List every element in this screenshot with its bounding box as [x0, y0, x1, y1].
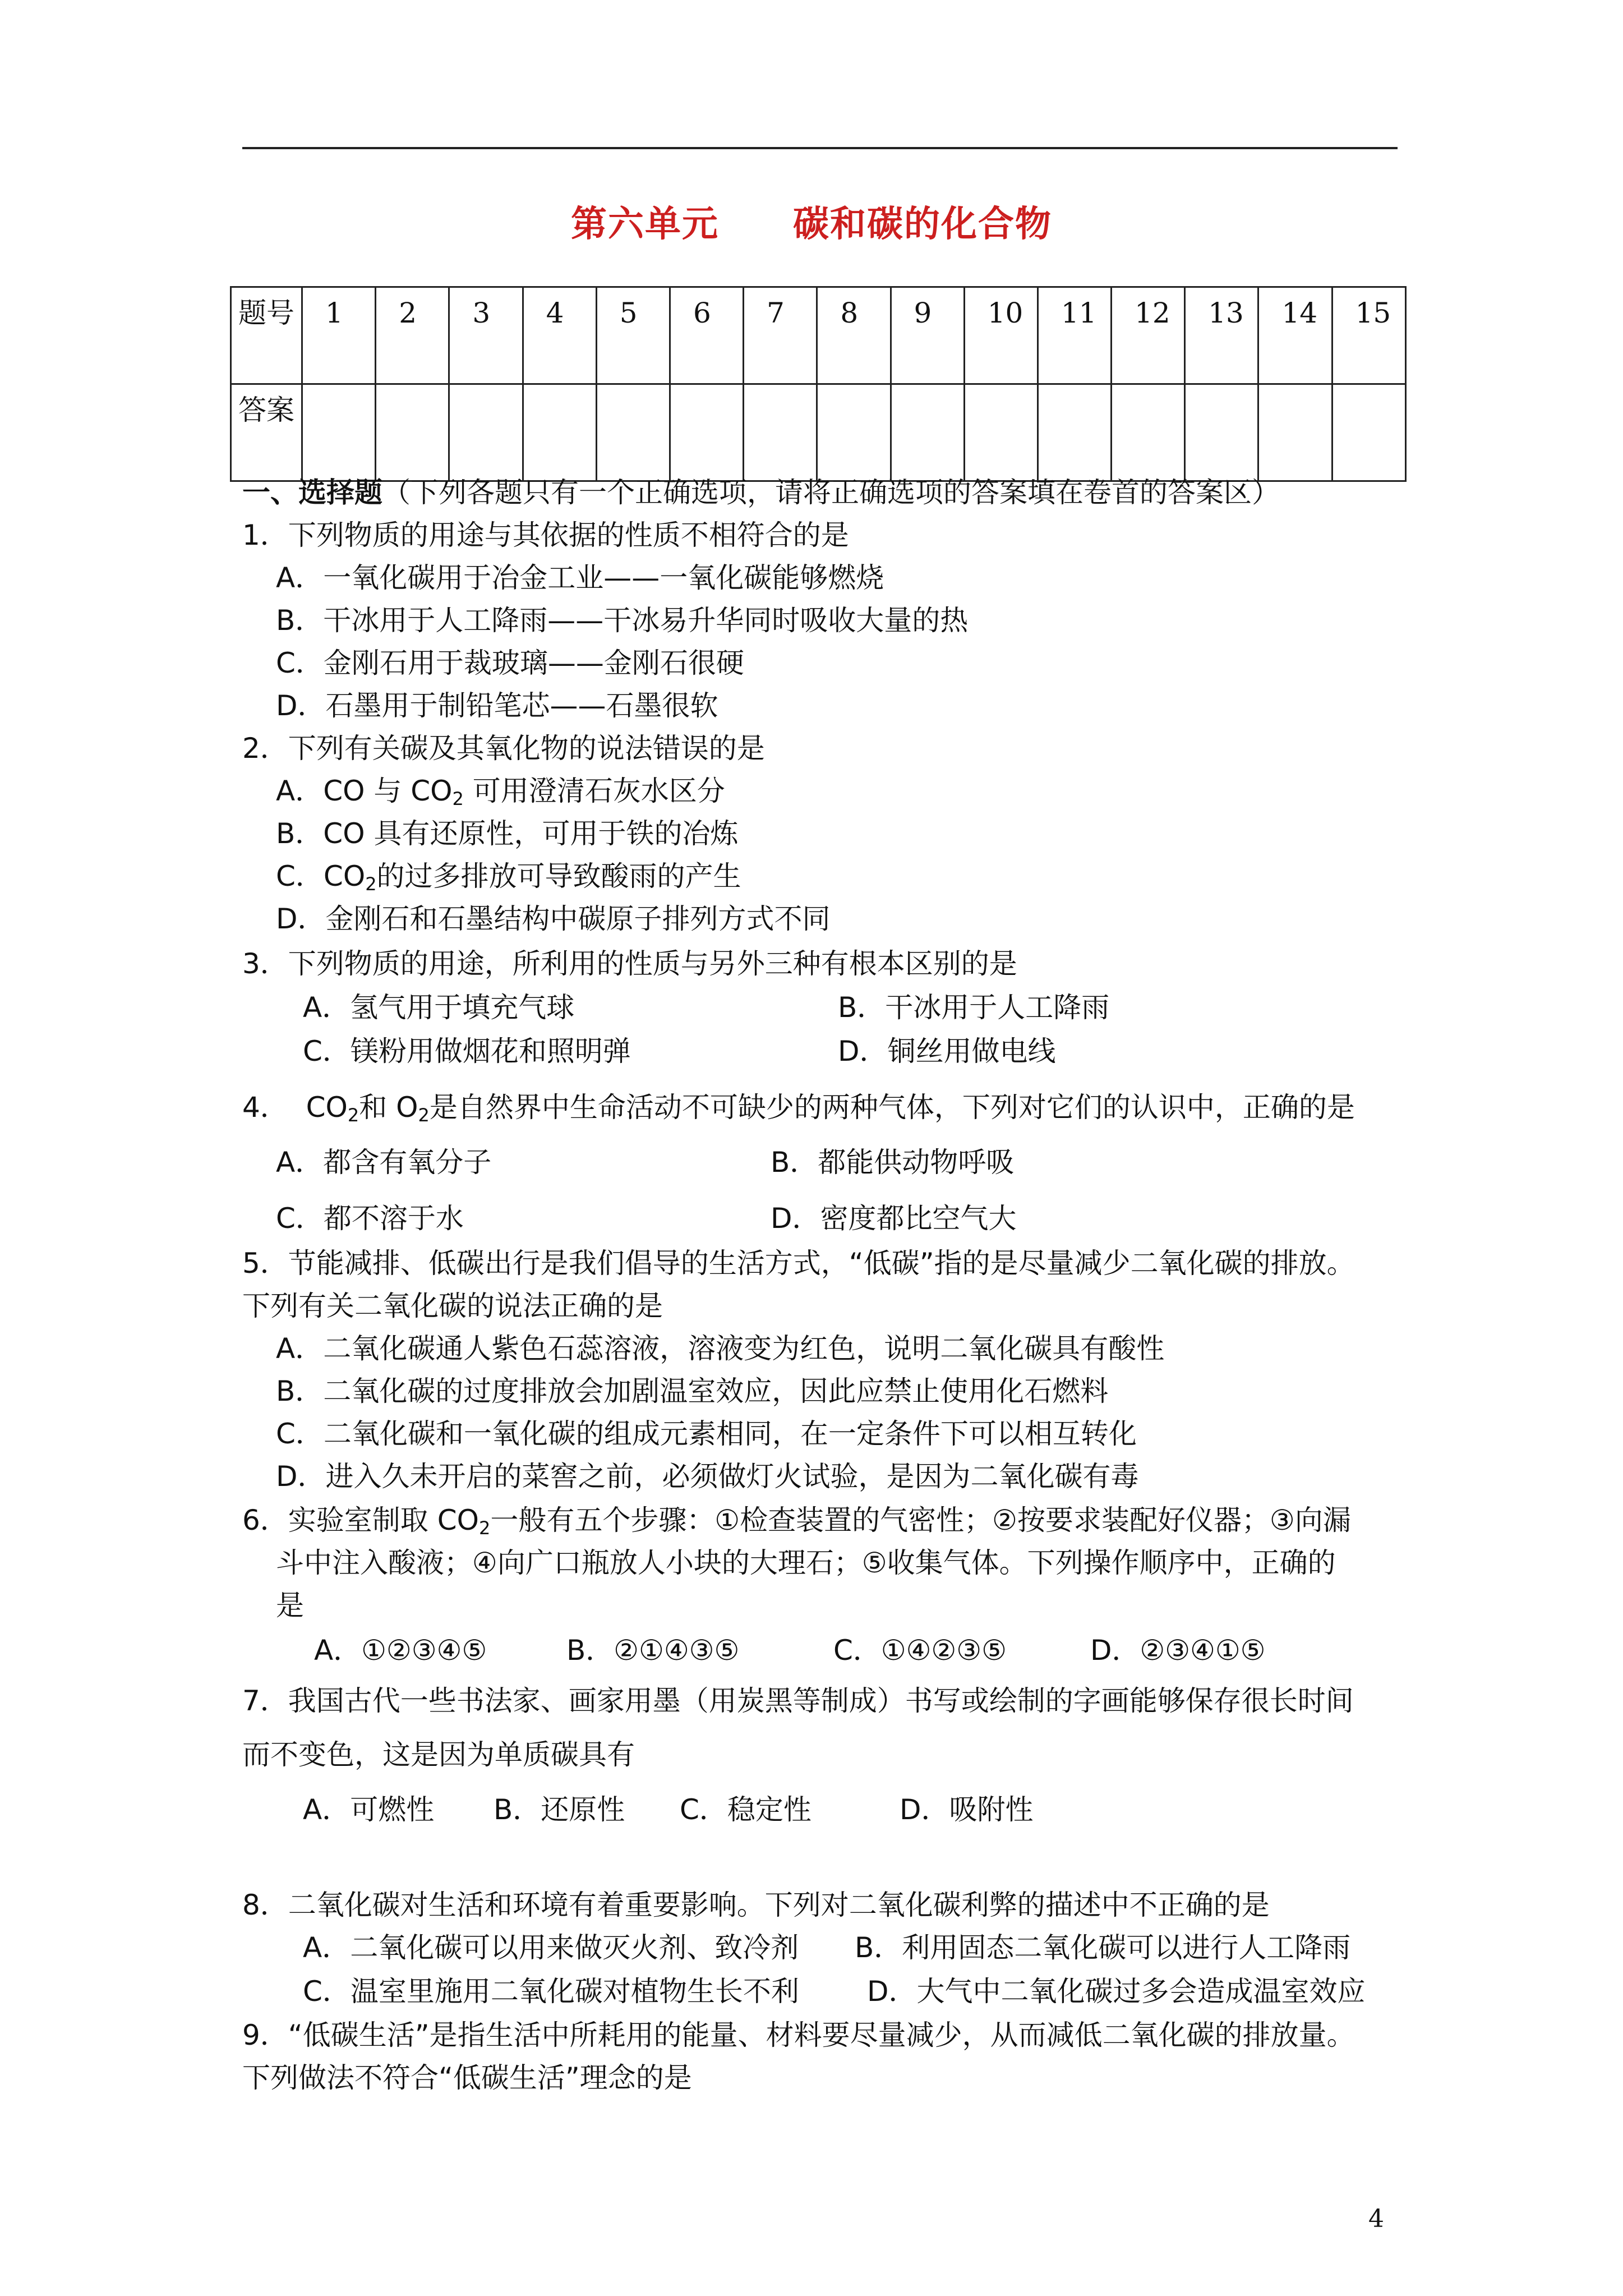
question-number-cell: 9 — [891, 287, 964, 384]
question-number-cell: 5 — [596, 287, 670, 384]
q5-option-c: C．二氧化碳和一氧化碳的组成元素相同，在一定条件下可以相互转化 — [276, 1418, 1137, 1450]
q2-option-d: D．金刚石和石墨结构中碳原子排列方式不同 — [276, 903, 831, 935]
q3-option-c: C．镁粉用做烟花和照明弹 — [303, 1035, 631, 1068]
q7-option-b: B．还原性 — [494, 1793, 625, 1826]
q8-option-c: C．温室里施用二氧化碳对植物生长不利 — [303, 1975, 799, 2008]
q3-option-b: B．干冰用于人工降雨 — [838, 991, 1110, 1024]
q5-option-d: D．进入久未开启的菜窖之前，必须做灯火试验，是因为二氧化碳有毒 — [276, 1460, 1139, 1493]
answer-cell[interactable] — [1038, 384, 1111, 481]
q9-stem-line2: 下列做法不符合“低碳生活”理念的是 — [242, 2062, 692, 2094]
q1-option-d: D．石墨用于制铅笔芯——石墨很软 — [276, 689, 718, 722]
q5-stem-line1: 5．节能减排、低碳出行是我们倡导的生活方式，“低碳”指的是尽量减少二氧化碳的排放。 — [242, 1247, 1355, 1280]
q3-stem: 3．下列物质的用途，所利用的性质与另外三种有根本区别的是 — [242, 947, 1017, 980]
section-instruction: （下列各题只有一个正确选项，请将正确选项的答案填在卷首的答案区） — [382, 476, 1280, 509]
q5-option-a: A．二氧化碳通人紫色石蕊溶液，溶液变为红色，说明二氧化碳具有酸性 — [276, 1332, 1165, 1365]
q6-option-d: D．②③④①⑤ — [1090, 1634, 1266, 1667]
q3-option-a: A．氢气用于填充气球 — [303, 991, 575, 1024]
q8-option-a: A．二氧化碳可以用来做灭火剂、致冷剂 — [303, 1931, 799, 1964]
question-number-cell: 4 — [523, 287, 596, 384]
question-number-cell: 3 — [449, 287, 523, 384]
q7-stem-line1: 7．我国古代一些书法家、画家用墨（用炭黑等制成）书写或绘制的字画能够保存很长时间 — [242, 1685, 1354, 1717]
question-number-cell: 13 — [1185, 287, 1258, 384]
answer-cell[interactable] — [964, 384, 1038, 481]
question-number-cell: 12 — [1112, 287, 1185, 384]
q4-option-b: B．都能供动物呼吸 — [771, 1146, 1015, 1179]
answer-cell[interactable] — [596, 384, 670, 481]
answer-table-number-row — [231, 287, 1406, 384]
answer-cell[interactable] — [1258, 384, 1332, 481]
answer-cell[interactable] — [523, 384, 596, 481]
q8-option-b: B．利用固态二氧化碳可以进行人工降雨 — [855, 1931, 1351, 1964]
question-number-cell: 11 — [1038, 287, 1111, 384]
page-title: 第六单元 碳和碳的化合物 — [571, 204, 1052, 245]
question-number-cell: 14 — [1258, 287, 1332, 384]
q6-stem-line1: 6．实验室制取 $CO_2$一般有五个步骤：①检查装置的气密性；②按要求装配好仪器；③向漏 — [242, 1504, 1351, 1539]
row-label-answer: 答案 — [231, 384, 302, 481]
q7-option-a: A．可燃性 — [303, 1793, 435, 1826]
header-rule — [242, 147, 1398, 149]
q6-option-b: B．②①④③⑤ — [566, 1634, 740, 1667]
q6-stem-line3: 是 — [276, 1589, 304, 1622]
question-number-cell: 15 — [1332, 287, 1405, 384]
question-number-cell: 1 — [302, 287, 376, 384]
answer-cell[interactable] — [670, 384, 743, 481]
answer-table-answer-row — [231, 384, 1406, 481]
answer-cell[interactable] — [1185, 384, 1258, 481]
section-heading — [242, 476, 1280, 509]
q1-option-b: B．干冰用于人工降雨——干冰易升华同时吸收大量的热 — [276, 604, 969, 637]
section-title: 一、选择题 — [242, 476, 382, 509]
q4-option-a: A．都含有氧分子 — [276, 1146, 492, 1179]
q4-option-c: C．都不溶于水 — [276, 1202, 464, 1235]
question-number-cell: 7 — [744, 287, 817, 384]
question-number-cell: 8 — [817, 287, 891, 384]
row-label-question-number: 题号 — [231, 287, 302, 384]
answer-cell[interactable] — [1332, 384, 1405, 481]
q6-option-c: C．①④②③⑤ — [833, 1634, 1007, 1667]
answer-table — [230, 286, 1407, 482]
answer-cell[interactable] — [302, 384, 376, 481]
answer-cell[interactable] — [891, 384, 964, 481]
answer-cell[interactable] — [449, 384, 523, 481]
q4-stem: 4． $CO_2$和 $O_2$是自然界中生命活动不可缺少的两种气体，下列对它们的认识中，正确的是 — [242, 1091, 1355, 1126]
question-number-cell: 10 — [964, 287, 1038, 384]
q7-option-c: C．稳定性 — [680, 1793, 811, 1826]
q1-option-c: C．金刚石用于裁玻璃——金刚石很硬 — [276, 647, 744, 679]
q5-stem-line2: 下列有关二氧化碳的说法正确的是 — [242, 1290, 663, 1322]
q1-option-a: A．一氧化碳用于冶金工业——一氧化碳能够燃烧 — [276, 562, 884, 594]
q6-option-a: A．①②③④⑤ — [314, 1634, 487, 1667]
q5-option-b: B．二氧化碳的过度排放会加剧温室效应，因此应禁止使用化石燃料 — [276, 1375, 1109, 1407]
q7-stem-line2: 而不变色，这是因为单质碳具有 — [242, 1738, 635, 1771]
q8-option-d: D．大气中二氧化碳过多会造成温室效应 — [867, 1975, 1366, 2008]
q9-stem-line1: 9．“低碳生活”是指生活中所耗用的能量、材料要尽量减少，从而减低二氧化碳的排放量。 — [242, 2019, 1355, 2051]
answer-cell[interactable] — [1112, 384, 1185, 481]
q7-option-d: D．吸附性 — [900, 1793, 1034, 1826]
q2-option-a: A．CO 与 $CO_2$ 可用澄清石灰水区分 — [276, 775, 725, 809]
q3-option-d: D．铜丝用做电线 — [838, 1035, 1056, 1068]
question-number-cell: 2 — [376, 287, 449, 384]
question-number-cell: 6 — [670, 287, 743, 384]
q2-stem: 2．下列有关碳及其氧化物的说法错误的是 — [242, 732, 765, 765]
q2-option-b: B．CO 具有还原性，可用于铁的冶炼 — [276, 817, 739, 850]
q8-stem: 8．二氧化碳对生活和环境有着重要影响。下列对二氧化碳利弊的描述中不正确的是 — [242, 1889, 1270, 1921]
answer-cell[interactable] — [744, 384, 817, 481]
answer-cell[interactable] — [376, 384, 449, 481]
q2-option-c: C．$CO_2$的过多排放可导致酸雨的产生 — [276, 860, 741, 895]
page-number: 4 — [1368, 2205, 1384, 2233]
q4-option-d: D．密度都比空气大 — [771, 1202, 1017, 1235]
q6-stem-line2: 斗中注入酸液；④向广口瓶放人小块的大理石；⑤收集气体。下列操作顺序中，正确的 — [276, 1547, 1336, 1579]
q1-stem: 1．下列物质的用途与其依据的性质不相符合的是 — [242, 519, 849, 551]
answer-cell[interactable] — [817, 384, 891, 481]
